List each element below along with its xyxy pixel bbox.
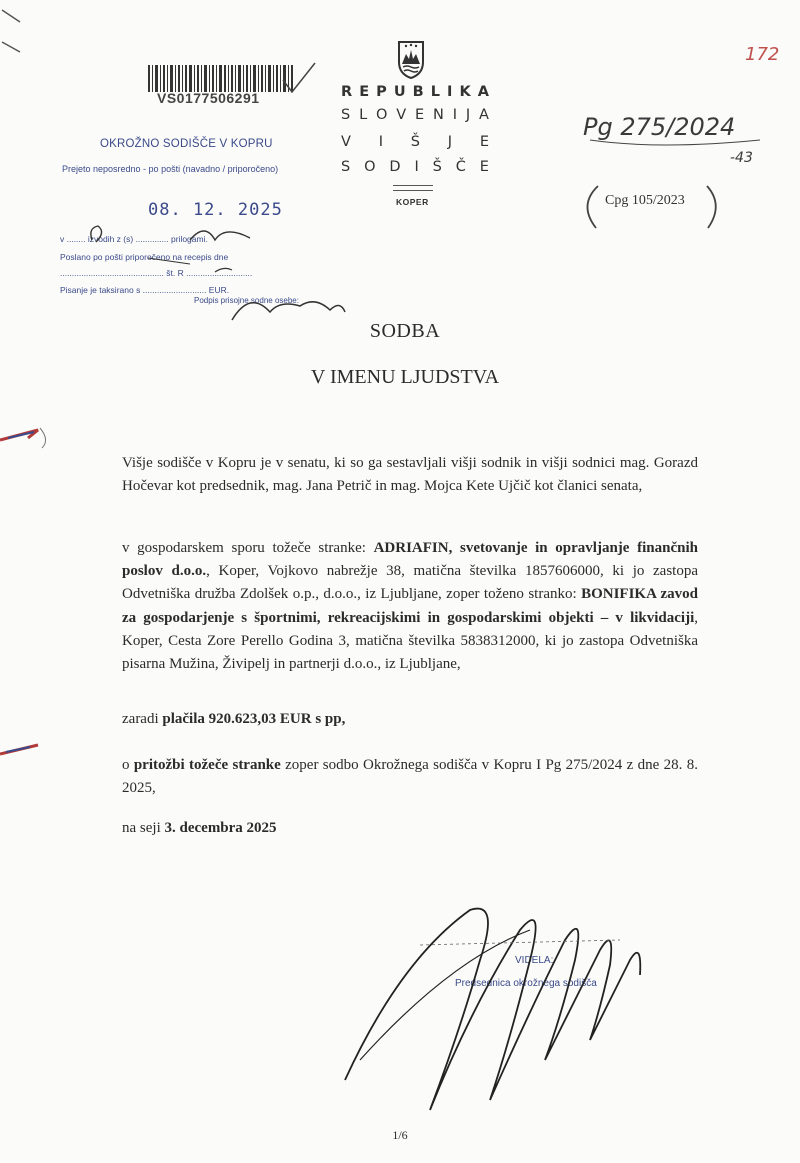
handwritten-corner-number: 172: [745, 44, 780, 65]
header-divider: [393, 185, 433, 186]
margin-mark: [8, 432, 34, 438]
header-letter: N: [433, 107, 444, 123]
signature: [360, 930, 530, 1060]
paragraph-senate: Višje sodišče v Kopru je v senatu, ki so ga sestavljali višji sodnik in višji sodnici mag. Gorazd Hočevar kot predsednik, mag. Jana Petrič in mag. Mojca Kete Ujčič kot članici senata,: [122, 455, 698, 495]
margin-mark: [6, 747, 30, 752]
text-span: na seji: [122, 820, 165, 836]
stamp-posted-line: Poslano po pošti priporočeno na recepis dne: [60, 252, 229, 262]
header-letter: I: [378, 134, 383, 150]
header-letter: A: [477, 84, 489, 100]
stamp-signature-label: Podpis prisojne sodne osebe:: [194, 296, 299, 305]
header-slovenija: [341, 107, 489, 123]
stamp-copies-line: v ........ izvodih z (s) .............. prilogami.: [60, 234, 208, 244]
header-letter: I: [447, 84, 453, 100]
header-letter: E: [479, 134, 489, 150]
text-span: zaradi: [122, 711, 163, 727]
header-letter: J: [447, 134, 453, 150]
text-span: v gospodarskem sporu tožeče stranke:: [122, 540, 374, 556]
margin-mark: [0, 430, 38, 440]
header-divider: [393, 190, 433, 191]
signature-line: [420, 940, 620, 945]
paragraph-claim: [122, 708, 698, 731]
header-letter: V: [396, 107, 407, 123]
cpg-reference: Cpg 105/2023: [605, 193, 685, 208]
header-letter: U: [393, 84, 406, 100]
header-letter: Č: [455, 159, 466, 175]
header-letter: L: [359, 107, 368, 123]
paragraph-appeal: [122, 754, 698, 800]
defendant-name: BONIFIKA zavod za gospodarjenje s športnimi, rekreacijskimi in gospodarskimi objekti – v likvidaciji: [122, 586, 698, 626]
signature-stamp-label: VIDELA:: [515, 955, 554, 966]
header-letter: D: [389, 159, 401, 175]
header-letter: O: [376, 107, 388, 123]
paragraph-session: [122, 817, 698, 840]
header-letter: B: [412, 84, 424, 100]
signature: [345, 909, 640, 1110]
header-letter: S: [341, 107, 351, 123]
session-date: 3. decembra 2025: [164, 820, 277, 836]
header-letter: E: [479, 159, 489, 175]
cpg-bracket-left: [587, 186, 598, 228]
appeal-label: pritožbi tožeče stranke: [133, 757, 281, 773]
stamp-court-name: OKROŽNO SODIŠČE V KOPRU: [100, 138, 273, 150]
margin-mark: [40, 428, 46, 448]
handwritten-case-number: Pg 275/2024: [583, 113, 736, 141]
text-span: , Koper, Cesta Zore Perello Godina 3, matična številka 5838312000, ki jo zastopa Odvetniška pisarna Mužina, Živipelj in partnerji d.o.o., iz Ljubljane,: [122, 609, 698, 673]
text-span: , Koper, Vojkovo nabrežje 38, matična številka 1857606000, ki jo zastopa Odvetniška družba Zdolšek o.p., d.o.o., iz Ljubljane, zoper toženo stranko:: [122, 563, 698, 603]
barcode: [146, 65, 296, 92]
header-letter: L: [430, 84, 440, 100]
header-letter: P: [376, 84, 387, 100]
header-letter: K: [459, 84, 471, 100]
header-letter: E: [415, 107, 425, 123]
header-city: KOPER: [396, 197, 429, 207]
barcode-number: VS0177506291: [157, 90, 260, 106]
header-letter: A: [479, 107, 489, 123]
header-letter: R: [341, 84, 353, 100]
header-letter: V: [341, 134, 351, 150]
plaintiff-name: ADRIAFIN, svetovanje in opravljanje finančnih poslov d.o.o.: [122, 540, 698, 580]
header-letter: J: [465, 107, 471, 123]
page-number: 1/6: [392, 1128, 408, 1142]
header-letter: I: [414, 159, 419, 175]
document-title: SODBA: [369, 320, 441, 342]
handwritten-sub-number: -43: [730, 150, 753, 166]
cpg-bracket-right: [707, 186, 716, 228]
text-span: zoper sodbo Okrožnega sodišča v Kopru I Pg 275/2024 z dne 28. 8. 2025,: [122, 757, 698, 797]
header-letter: Š: [410, 134, 420, 150]
stamp-fee-line: Pisanje je taksirano s ........................... EUR.: [60, 285, 230, 295]
header-letter: E: [359, 84, 370, 100]
text-span: o: [122, 757, 134, 773]
margin-mark: [0, 745, 38, 754]
signature-stamp-title: Predsednica okrožnega sodišča: [455, 978, 597, 989]
header-sodisce: [341, 159, 489, 175]
header-visje: [341, 134, 489, 150]
header-letter: O: [364, 159, 376, 175]
header-republika: [341, 84, 489, 100]
corner-mark: [2, 42, 20, 52]
claim-amount: plačila 920.623,03 EUR s pp,: [162, 711, 346, 727]
stamp-date: 08. 12. 2025: [148, 200, 283, 220]
coat-of-arms-icon: [396, 40, 426, 80]
stamp-received-label: Prejeto neposredno - po pošti (navadno / priporočeno): [62, 164, 279, 174]
header-letter: S: [341, 159, 351, 175]
document-subtitle: V IMENU LJUDSTVA: [310, 366, 500, 388]
stamp-registry-line: ............................................ št. R ............................: [60, 268, 253, 278]
header-letter: I: [452, 107, 458, 123]
corner-mark: [2, 10, 20, 22]
header-letter: Š: [432, 159, 442, 175]
paragraph-parties: [122, 537, 698, 676]
